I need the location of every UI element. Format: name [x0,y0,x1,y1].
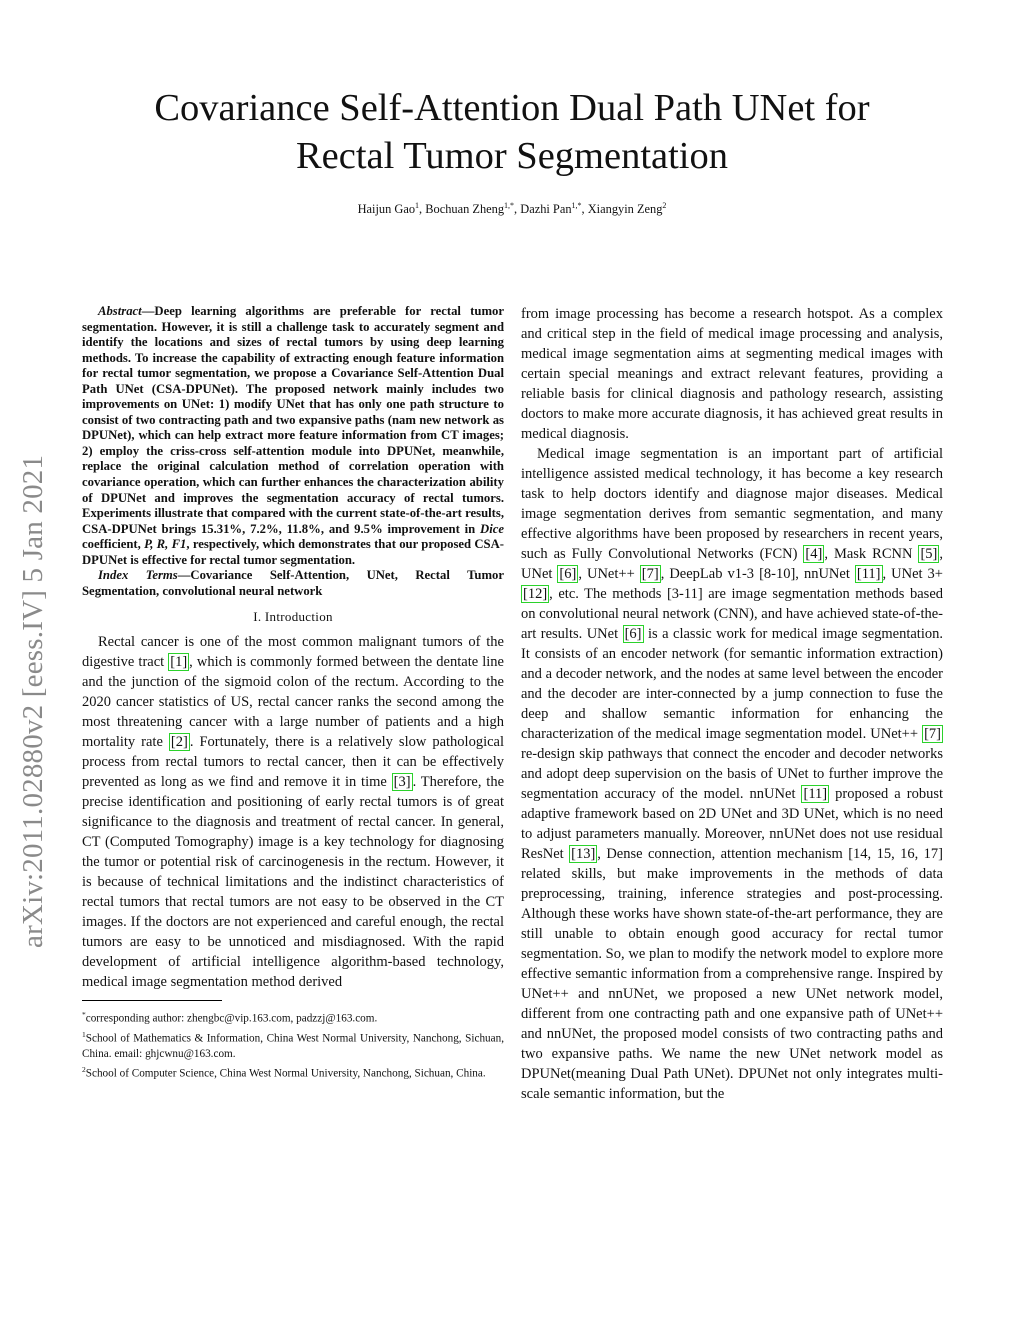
citation-link[interactable]: [11] [856,566,881,582]
author-affiliation: 1,* [571,201,582,210]
citation-link[interactable]: [3] [393,774,411,791]
arxiv-stamp: arXiv:2011.02880v2 [eess.IV] 5 Jan 2021 [17,454,49,948]
citation-link[interactable]: [6] [559,566,577,582]
author-name: Dazhi Pan [520,202,572,217]
intro-paragraph-continued: from image processing has become a research hotspot. As a complex and critical step in the field of medical image processing and analysis, medical image segmentation aims at segmenting medical images with certain special meanings and extract relevant features, providing a reliable basis for clinical diagnosis and pathology research, assisting doctors to make more accurate diagnosis, it has achieved great results in medical diagnosis. [521,306,943,442]
abstract-metrics: P, R, F1 [144,537,187,552]
author-name: Xiangyin Zeng [587,202,663,217]
citation-link[interactable]: [5] [920,546,938,562]
citation-link[interactable]: [4] [805,546,823,562]
citation-link[interactable]: [6] [624,626,642,642]
author-affiliation: 2 [662,201,667,210]
citation-link[interactable]: [12] [523,586,548,602]
intro-paragraph: Medical image segmentation is an important part of artificial intelligence assisted medical technology, it has become a key research task to help doctors identify and diagnose major diseases. Medical image segmentation derives from semantic segmentation, and many effective algorithms have been proposed by researchers in recent years, such as Fully Convolutional Networks (FCN) [4] , Mask RCNN [5] , UNet [6] , UNet++ [7] , DeepLab v1-3 [8-10], nnUNet [11] , UNet 3+ [12] , etc. The methods [3-11] are image segmentation methods based on convolutional neural network (CNN), and have achieved state-of-the-art results. UNet [6] is a classic work for medical image segmentation. It consists of an encoder network (for semantic information extraction) and a decoder network, and the nodes at same level between the encoder and the decoder are inter-connected by a jump connection to fuse the deep and shallow semantic information for enhancing the characterization of the medical image segmentation model. UNet++ [7] re-design skip pathways that connect the encoder and decoder networks and adopt deep supervision on the basis of UNet to further improve the segmentation accuracy of the model. nnUNet [11] proposed a robust adaptive framework based on 2D UNet and 3D UNet, which is no need to adjust parameters manually. Moreover, nnUNet does not use residual ResNet [13] , Dense connection, attention mechanism [14, 15, 16, 17] related skills, but make improvements in the methods of data preprocessing, training, inference strategies and post-processing. Although these works have shown state-of-the-art performance, they are still unable to obtain enough good accuracy for rectal tumor segmentation. So, we plan to modify the network model to explore more effective semantic information from a comprehensive range. Inspired by UNet++ and nnUNet, we proposed a new UNet network model, different from one contracting path and one expansive path of UNet++ and nnUNet, the proposed model consists of two contracting paths and two expansive paths. We name the new UNet network model as DPUNet(meaning Dual Path UNet). DPUNet not only integrates multi-scale semantic information, but the [521,446,944,1102]
citation-link[interactable]: [1] [170,654,188,671]
abstract-text-3: , respectively, which demonstrates that our proposed CSA-DPUNet is effective for rectal tumor segmentation. [82,537,504,567]
abstract-dice: Dice [480,521,504,536]
citation-link[interactable]: [7] [924,726,941,742]
footnote-rule [82,1000,222,1001]
title-line-1: Covariance Self-Attention Dual Path UNet for [154,87,870,129]
citation-link[interactable]: [2] [170,734,188,751]
footnote-corresponding: *corresponding author: zhengbc@vip.163.com, padzzj@163.com. [82,1010,378,1026]
paper-title [60,84,964,180]
author-affiliation: 1,* [504,201,515,210]
author-name: Haijun Gao [357,202,416,217]
index-terms-text: —Covariance Self-Attention, UNet, Rectal Tumor Segmentation, convolutional neural network [82,568,504,598]
index-terms-label: Index Terms [98,568,178,583]
abstract [82,304,504,568]
abstract-label: Abstract [98,304,142,318]
section-heading: I. Introduction [253,609,333,625]
index-terms [82,568,504,599]
footnote-affiliation-1: $^1$School of Mathematics & Information, China West Normal University, Nanchong, Sichuan, China. email: ghjcwnu@163.com. [82,1030,504,1060]
intro-paragraph: Rectal cancer is one of the most common malignant tumors of the digestive tract [1] , which is commonly formed between the dentate line and the junction of the sigmoid colon of the rectum. According to the 2020 cancer statistics of US, rectal cancer ranks the second among the most threatening cancer with a large number of patients and a high mortality rate [2] . Fortunately, there is a relatively slow pathological process from rectal tumors to rectal cancer, then it can be effectively prevented as long as we find and remove it in time [3] . Therefore, the precise identification and positioning of early rectal tumors is of great significance to the diagnosis and treatment of rectal cancer. In general, CT (Computed Tomography) image is a key technology for diagnosing the tumor or potential risk of carcinogenesis in the rectum. However, it is because of technical limitations and the indistinct characteristics of rectal tumors that rectal tumors are not easy to be observed in the CT images. If the doctors are not experienced and careful enough, the rectal tumors are easy to be unnoticed and misdiagnosed. With the rapid development of artificial intelligence algorithm-based technology, medical image segmentation method derived [82,634,505,991]
left-column [82,304,504,1082]
citation-link[interactable]: [13] [571,846,596,862]
citation-link[interactable]: [7] [641,566,659,582]
author-name: Bochuan Zheng [425,202,505,217]
abstract-text-2: coefficient, [82,537,145,552]
citation-link[interactable]: [11] [803,786,828,802]
title-line-2: Rectal Tumor Segmentation [295,135,729,177]
author-affiliation: 1 [415,201,420,210]
abstract-text: —Deep learning algorithms are preferable for rectal tumor segmentation. However, it is still a challenge task to accurately segment and identify the locations and sizes of rectal tumors by using deep learning methods. To increase the capability of extracting enough feature information for rectal tumor segmentation, we propose a Covariance Self-Attention Dual Path UNet (CSA-DPUNet). The proposed network mainly includes two improvements on UNet: 1) modify UNet that has only one path structure to consist of two contracting path and two expansive paths (nam new network as DPUNet), which can help extract more feature information from CT images; 2) employ the criss-cross self-attention module into DPUNet, meanwhile, replace the original calculation method of correlation operation with covariance operation, which can further enhances the characterization ability of DPUNet and improves the segmentation accuracy of rectal tumors. Experiments illustrate that compared with the current state-of-the-art results, CSA-DPUNet brings 15.31%, 7.2%, 11.8%, and 9.5% improvement in [82,304,504,536]
footnote-affiliation-2: $^2$School of Computer Science, China West Normal University, Nanchong, Sichuan, China. [82,1064,486,1080]
right-column [521,304,943,1104]
author-list: Haijun Gao$^1$, Bochuan Zheng$^{1,*}$, Dazhi Pan$^{1,*}$, Xiangyin Zeng$^2$ [357,201,667,217]
